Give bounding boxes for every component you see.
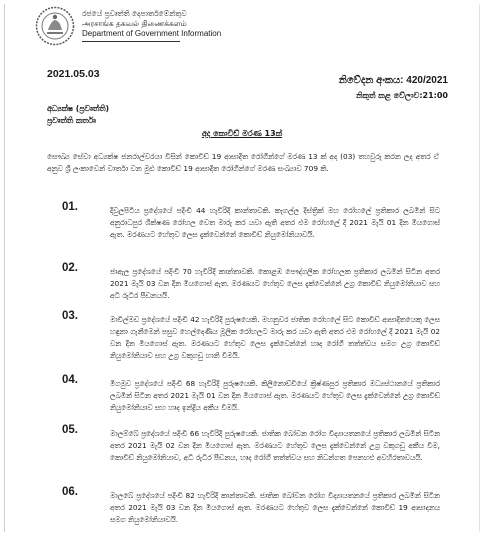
- item-number: 04.: [62, 374, 78, 386]
- item-text: දිවුලපිටිය ප්‍රදේශයේ පදිංචි 44 හැවිරිදි කාන්තාවකි. කෑගල්ල දිස්ත්‍රික් මහ රෝහලේ ප්‍රතිකාර ලබමින් සිට අනුරාධපුර ශික්ෂණ රෝහල වෙත මාරු කර යවා ඇති අතර එම රෝහලේ දී 2021 මැයි 01 දින මියගොස් ඇත. මරණයට හේතුව ලෙස දැක්වෙන්නේ කොවිඩ් නියුමෝනියාවයි.: [110, 206, 440, 239]
- letterhead-divider: [82, 41, 180, 42]
- release-date: 2021.05.03: [47, 68, 100, 80]
- addressee-line-1: අධ්‍යක්ෂ (ප්‍රවෘත්ති): [47, 104, 110, 113]
- item-text: මාලම්බේ ප්‍රදේශයේ පදිංචි 66 හැවිරිදි පුරුෂයෙකි. ජාතික බෝවන රෝග විද්‍යායතනයේ ප්‍රතිකාර ලබමින් සිටින අතර 2021 මැයි 02 වන දින මියගොස් ඇත. මරණයට හේතුව ලෙස දැක්වෙන්නේ උග්‍ර වකුගඩු අකීය වීම, කොවිඩ් නියුමෝනියාව, අධි රුධිර පීඩනය, හෘද රෝගී තත්ත්වය සහ නිධන්ගත පෙනහළු අවහිරතාවයයි.: [110, 429, 440, 462]
- release-meta: [339, 73, 448, 103]
- release-time: නිකුත් කළ වේලාව:21:00: [355, 91, 448, 100]
- release-heading: අද කොවිඩ් මරණ 13ක්: [201, 129, 283, 138]
- sri-lanka-emblem-icon: [35, 6, 75, 46]
- item-number: 05.: [62, 424, 78, 436]
- item-text: මිගමුව ප්‍රදේශයේ පදිංචි 68 හැවිරිදි පුරුෂයෙකි. කිලිනොච්චියේ ක්‍රිෂ්ණපුර ප්‍රතිකාර මධ්‍යස්ථානයේ ප්‍රතිකාර ලබමින් සිටින අතර 2021 මැයි 01 වන දින මියගොස් ඇත. මරණයට හේතුව ලෙස දැක්වෙන්නේ උග්‍ර කොවිඩ් නියුමෝනියාව සහ හෘද ඉන්ද්‍රිය අකීය වීමයි.: [110, 379, 440, 412]
- addressee-block: [47, 103, 109, 127]
- item-text: ජාඇල ප්‍රදේශයේ පදිංචි 70 හැවිරිදි කාන්තාවකි. කොළඹ පෞද්ගලික රෝහලක ප්‍රතිකාර ලබමින් සිටින අතර 2021 මැයි 03 වන දින මියගොස් ඇත. මරණයට හේතුව ලෙස දැක්වෙන්නේ උග්‍ර කොවිඩ් නියුමෝනියාව සහ අධි රුධිර පීඩනයයි.: [110, 267, 440, 300]
- dept-name-english: Department of Government Information: [82, 29, 222, 38]
- department-letterhead: [82, 9, 221, 39]
- item-text: මාලබේ ප්‍රදේශයේ පදිංචි 82 හැවිරිදි කාන්තාවකි. ජාතික බෝවන රෝග විද්‍යායතනයේ ප්‍රතිකාර ලබමින් සිටින අතර 2021 මැයි 03 වන දින මියගොස් ඇත. මරණයට හේතුව ලෙස දැක්වෙන්නේ කොවිඩ් 19 ආසාදනය සමග නියුමෝනියාවයි.: [110, 491, 440, 524]
- item-number: 01.: [62, 201, 78, 213]
- release-number: නිවේදන අංකය: 420/2021: [338, 75, 448, 86]
- dept-name-sinhala: රජයේ ප්‍රවෘත්ති දෙපාර්තමේන්තුව: [82, 9, 187, 18]
- item-number: 03.: [62, 310, 78, 322]
- dept-name-tamil: அரசாங்க தகவல் திணைக்களம்: [82, 19, 187, 28]
- item-number: 06.: [62, 486, 78, 498]
- item-number: 02.: [62, 262, 78, 274]
- item-text: මාවිල්මඩ ප්‍රදේශයේ පදිංචි 42 හැවිරිදි පුරුෂයෙකි. මහනුවර ජාතික රෝහලේ සිට කොවිඩ් ආසාදිතයෙකු ලෙස හඳුනා ගැනීමෙන් පසුව හෙල්දෙණිය මූලික රෝහලට මාරු කර යවා ඇති අතර එම රෝහලේ දී 2021 මැයි 02 වන දින මියගොස් ඇත. මරණයට හේතුව ලෙස දැක්වෙන්නේ හෘද රෝගී තත්ත්වය සමග උග්‍ර කොවිඩ් නියුමෝනියාව සහ උග්‍ර වකුගඩු හානි වීමයි.: [110, 315, 440, 360]
- intro-paragraph: සෞඛ්‍ය සේවා අධ්‍යක්ෂ ජනරාල්වරයා විසින් කොවිඩ් 19 ආසාදිත රෝගීන්ගේ මරණ 13 ක් අද (03) තහවුරු කරන ලද අතර ඒ අනුව ශ්‍රී ලංකාවෙන් වාර්තා වන මුළු කොවිඩ් 19 ආසාදිත රෝගීන්ගේ මරණ සංඛ්‍යාව 709 කි.: [47, 152, 439, 173]
- addressee-line-2: ප්‍රවෘත්ති කර්තෘ: [47, 116, 96, 125]
